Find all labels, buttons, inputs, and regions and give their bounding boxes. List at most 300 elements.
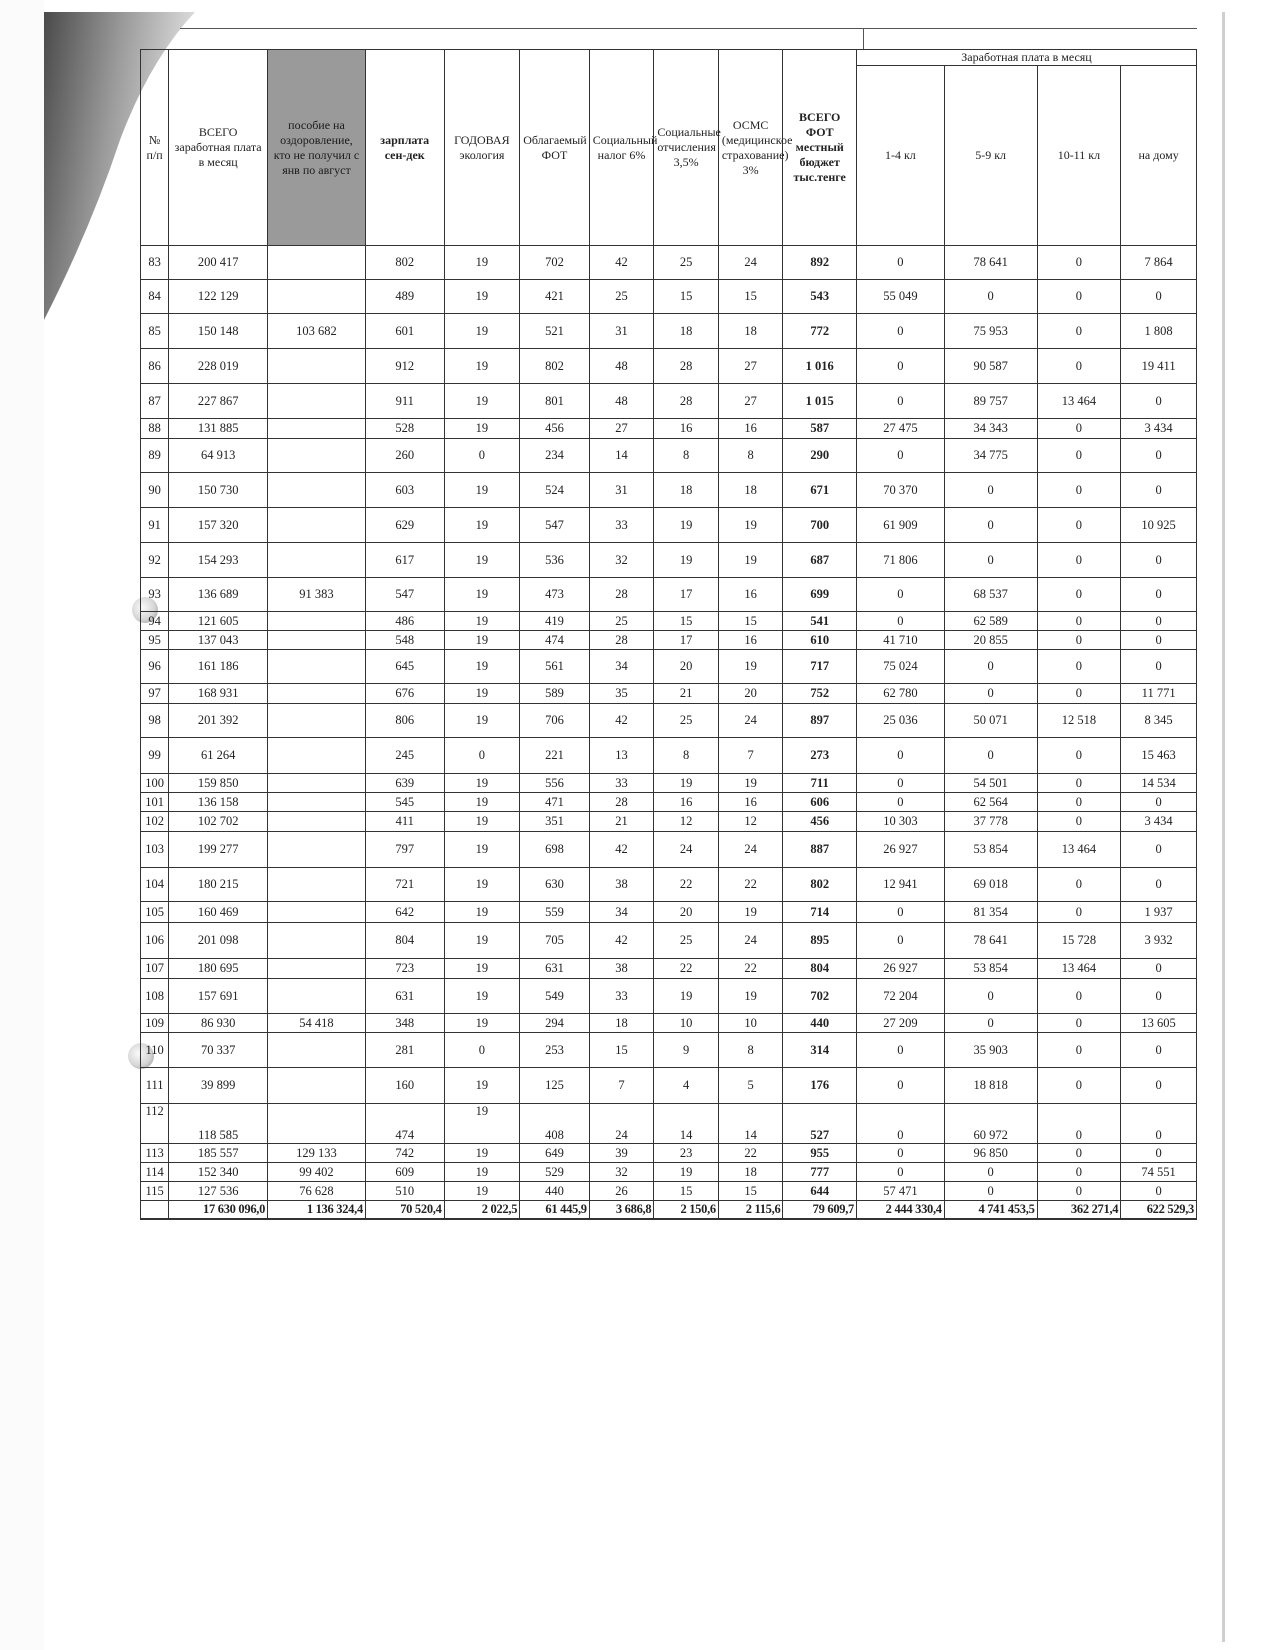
cell-grade-5-9: 0 bbox=[944, 280, 1037, 314]
cell-ecology: 19 bbox=[444, 1163, 520, 1182]
cell-taxable-fot: 556 bbox=[520, 774, 590, 793]
cell-ecology: 0 bbox=[444, 439, 520, 473]
cell-ecology: 19 bbox=[444, 314, 520, 349]
cell-allowance bbox=[268, 832, 366, 868]
cell-ecology: 19 bbox=[444, 959, 520, 979]
cell-grade-1-4: 0 bbox=[857, 349, 945, 384]
cell-row-number: 83 bbox=[141, 246, 169, 280]
header-salary-sep-dec: зарплата сен-дек bbox=[365, 50, 444, 246]
cell-grade-1-4: 0 bbox=[857, 1068, 945, 1104]
table-row bbox=[141, 979, 1197, 1014]
cell-taxable-fot: 474 bbox=[520, 631, 590, 650]
cell-taxable-fot: 294 bbox=[520, 1014, 590, 1033]
cell-grade-1-4: 0 bbox=[857, 314, 945, 349]
cell-social-tax: 27 bbox=[589, 419, 654, 439]
cell-grade-1-4: 0 bbox=[857, 1033, 945, 1068]
cell-osms: 16 bbox=[718, 793, 783, 812]
cell-row-number: 106 bbox=[141, 923, 169, 959]
header-osms: ОСМС (медицинское страхование) 3% bbox=[718, 50, 783, 246]
header-grade-5-9: 5-9 кл bbox=[944, 66, 1037, 246]
cell-grade-1-4: 26 927 bbox=[857, 832, 945, 868]
cell-grade-1-4: 71 806 bbox=[857, 543, 945, 578]
cell-social-contrib: 16 bbox=[654, 419, 719, 439]
cell-grade-5-9: 34 775 bbox=[944, 439, 1037, 473]
header-num: № п/п bbox=[141, 50, 169, 246]
cell-taxable-fot: 631 bbox=[520, 959, 590, 979]
cell-row-number: 86 bbox=[141, 349, 169, 384]
cell-grade-1-4: 0 bbox=[857, 1144, 945, 1163]
cell-taxable-fot: 536 bbox=[520, 543, 590, 578]
cell-social-tax: 33 bbox=[589, 508, 654, 543]
cell-total-salary: 127 536 bbox=[169, 1182, 268, 1201]
cell-social-contrib: 25 bbox=[654, 704, 719, 738]
cell-taxable-fot: 421 bbox=[520, 280, 590, 314]
cell-grade-1-4: 12 941 bbox=[857, 868, 945, 902]
cell-ecology: 19 bbox=[444, 543, 520, 578]
cell-ecology: 19 bbox=[444, 1182, 520, 1201]
cell-row-number: 93 bbox=[141, 578, 169, 612]
cell-salary-sep-dec: 510 bbox=[365, 1182, 444, 1201]
cell-osms: 27 bbox=[718, 349, 783, 384]
cell-social-contrib: 19 bbox=[654, 774, 719, 793]
cell-row-number: 112 bbox=[141, 1104, 169, 1144]
cell-osms: 15 bbox=[718, 1182, 783, 1201]
cell-ecology: 19 bbox=[444, 631, 520, 650]
cell-grade-1-4: 57 471 bbox=[857, 1182, 945, 1201]
cell-grade-5-9: 18 818 bbox=[944, 1068, 1037, 1104]
cell-ecology: 19 bbox=[444, 473, 520, 508]
cell-grade-10-11: 0 bbox=[1037, 280, 1121, 314]
cell-salary-sep-dec: 676 bbox=[365, 684, 444, 704]
cell-ecology: 19 bbox=[444, 923, 520, 959]
salary-table bbox=[140, 49, 1197, 1220]
cell-osms: 19 bbox=[718, 508, 783, 543]
cell-salary-sep-dec: 245 bbox=[365, 738, 444, 774]
cell-row-number: 99 bbox=[141, 738, 169, 774]
cell-allowance: 103 682 bbox=[268, 314, 366, 349]
cell-total-fot: 804 bbox=[783, 959, 857, 979]
cell-home: 3 434 bbox=[1121, 419, 1197, 439]
cell-grade-5-9: 0 bbox=[944, 684, 1037, 704]
cell-social-tax: 7 bbox=[589, 1068, 654, 1104]
total-ecology: 2 022,5 bbox=[444, 1201, 520, 1219]
table-row bbox=[141, 246, 1197, 280]
cell-row-number: 110 bbox=[141, 1033, 169, 1068]
table-row bbox=[141, 774, 1197, 793]
cell-social-tax: 14 bbox=[589, 439, 654, 473]
table-row bbox=[141, 384, 1197, 419]
cell-home: 0 bbox=[1121, 1144, 1197, 1163]
cell-ecology: 0 bbox=[444, 738, 520, 774]
cell-home: 7 864 bbox=[1121, 246, 1197, 280]
total-total-fot: 79 609,7 bbox=[783, 1201, 857, 1219]
cell-grade-10-11: 0 bbox=[1037, 473, 1121, 508]
table-row bbox=[141, 902, 1197, 923]
table-row bbox=[141, 923, 1197, 959]
cell-allowance bbox=[268, 923, 366, 959]
table-row bbox=[141, 473, 1197, 508]
cell-grade-10-11: 0 bbox=[1037, 508, 1121, 543]
cell-social-tax: 28 bbox=[589, 793, 654, 812]
total-social-tax: 3 686,8 bbox=[589, 1201, 654, 1219]
table-row bbox=[141, 684, 1197, 704]
cell-grade-10-11: 0 bbox=[1037, 738, 1121, 774]
cell-grade-5-9: 0 bbox=[944, 738, 1037, 774]
total-salary-sep-dec: 70 520,4 bbox=[365, 1201, 444, 1219]
cell-osms: 19 bbox=[718, 543, 783, 578]
cell-home: 0 bbox=[1121, 578, 1197, 612]
cell-allowance bbox=[268, 419, 366, 439]
cell-total-salary: 161 186 bbox=[169, 650, 268, 684]
cell-social-tax: 42 bbox=[589, 832, 654, 868]
header-allowance: пособие на оздоровление, кто не получил с янв по август bbox=[268, 50, 366, 246]
cell-total-fot: 541 bbox=[783, 612, 857, 631]
cell-total-salary: 122 129 bbox=[169, 280, 268, 314]
cell-ecology: 19 bbox=[444, 384, 520, 419]
cell-social-contrib: 19 bbox=[654, 979, 719, 1014]
cell-grade-10-11: 0 bbox=[1037, 979, 1121, 1014]
cell-home: 0 bbox=[1121, 1104, 1197, 1144]
header-grade-1-4: 1-4 кл bbox=[857, 66, 945, 246]
cell-social-tax: 38 bbox=[589, 959, 654, 979]
cell-salary-sep-dec: 528 bbox=[365, 419, 444, 439]
table-row bbox=[141, 508, 1197, 543]
cell-grade-10-11: 15 728 bbox=[1037, 923, 1121, 959]
cell-home: 0 bbox=[1121, 1033, 1197, 1068]
cell-ecology: 19 bbox=[444, 868, 520, 902]
cell-allowance bbox=[268, 384, 366, 419]
cell-social-tax: 18 bbox=[589, 1014, 654, 1033]
cell-taxable-fot: 706 bbox=[520, 704, 590, 738]
cell-allowance bbox=[268, 1104, 366, 1144]
cell-taxable-fot: 589 bbox=[520, 684, 590, 704]
cell-total-salary: 168 931 bbox=[169, 684, 268, 704]
cell-grade-5-9: 89 757 bbox=[944, 384, 1037, 419]
cell-total-salary: 137 043 bbox=[169, 631, 268, 650]
cell-social-tax: 42 bbox=[589, 246, 654, 280]
cell-salary-sep-dec: 742 bbox=[365, 1144, 444, 1163]
cell-row-number: 113 bbox=[141, 1144, 169, 1163]
cell-grade-10-11: 0 bbox=[1037, 578, 1121, 612]
cell-total-fot: 895 bbox=[783, 923, 857, 959]
cell-total-salary: 64 913 bbox=[169, 439, 268, 473]
cell-taxable-fot: 549 bbox=[520, 979, 590, 1014]
cell-social-tax: 34 bbox=[589, 902, 654, 923]
cell-home: 8 345 bbox=[1121, 704, 1197, 738]
cell-osms: 16 bbox=[718, 578, 783, 612]
cell-grade-10-11: 0 bbox=[1037, 543, 1121, 578]
total-grade-5-9: 4 741 453,5 bbox=[944, 1201, 1037, 1219]
cell-ecology: 19 bbox=[444, 1104, 520, 1144]
cell-ecology: 19 bbox=[444, 1068, 520, 1104]
cell-grade-1-4: 0 bbox=[857, 1163, 945, 1182]
cell-social-contrib: 18 bbox=[654, 314, 719, 349]
cell-home: 0 bbox=[1121, 868, 1197, 902]
header-social-tax: Социальный налог 6% bbox=[589, 50, 654, 246]
cell-taxable-fot: 529 bbox=[520, 1163, 590, 1182]
cell-taxable-fot: 801 bbox=[520, 384, 590, 419]
cell-home: 3 434 bbox=[1121, 812, 1197, 832]
cell-home: 74 551 bbox=[1121, 1163, 1197, 1182]
cell-taxable-fot: 440 bbox=[520, 1182, 590, 1201]
cell-total-fot: 176 bbox=[783, 1068, 857, 1104]
cell-total-fot: 717 bbox=[783, 650, 857, 684]
cell-osms: 22 bbox=[718, 1144, 783, 1163]
cell-grade-10-11: 0 bbox=[1037, 1068, 1121, 1104]
cell-osms: 18 bbox=[718, 314, 783, 349]
cell-ecology: 19 bbox=[444, 650, 520, 684]
cell-social-contrib: 15 bbox=[654, 280, 719, 314]
cell-grade-10-11: 0 bbox=[1037, 1144, 1121, 1163]
cell-allowance bbox=[268, 246, 366, 280]
cell-allowance bbox=[268, 812, 366, 832]
cell-total-salary: 185 557 bbox=[169, 1144, 268, 1163]
cell-ecology: 19 bbox=[444, 774, 520, 793]
table-row bbox=[141, 419, 1197, 439]
cell-allowance bbox=[268, 612, 366, 631]
cell-grade-5-9: 90 587 bbox=[944, 349, 1037, 384]
cell-osms: 10 bbox=[718, 1014, 783, 1033]
cell-total-fot: 699 bbox=[783, 578, 857, 612]
cell-row-number: 84 bbox=[141, 280, 169, 314]
cell-total-fot: 702 bbox=[783, 979, 857, 1014]
cell-grade-10-11: 0 bbox=[1037, 439, 1121, 473]
cell-osms: 19 bbox=[718, 774, 783, 793]
cell-row-number: 96 bbox=[141, 650, 169, 684]
cell-allowance bbox=[268, 349, 366, 384]
cell-home: 19 411 bbox=[1121, 349, 1197, 384]
cell-social-contrib: 4 bbox=[654, 1068, 719, 1104]
cell-allowance bbox=[268, 543, 366, 578]
cell-allowance bbox=[268, 774, 366, 793]
cell-salary-sep-dec: 411 bbox=[365, 812, 444, 832]
cell-grade-10-11: 0 bbox=[1037, 868, 1121, 902]
cell-social-contrib: 19 bbox=[654, 543, 719, 578]
cell-grade-1-4: 62 780 bbox=[857, 684, 945, 704]
cell-social-contrib: 22 bbox=[654, 868, 719, 902]
cell-allowance bbox=[268, 631, 366, 650]
cell-total-fot: 897 bbox=[783, 704, 857, 738]
cell-allowance: 99 402 bbox=[268, 1163, 366, 1182]
table-row bbox=[141, 704, 1197, 738]
cell-taxable-fot: 705 bbox=[520, 923, 590, 959]
cell-osms: 12 bbox=[718, 812, 783, 832]
cell-taxable-fot: 559 bbox=[520, 902, 590, 923]
table-row bbox=[141, 578, 1197, 612]
header-ecology: ГОДОВАЯ экология bbox=[444, 50, 520, 246]
cell-social-contrib: 10 bbox=[654, 1014, 719, 1033]
cell-total-fot: 606 bbox=[783, 793, 857, 812]
cell-grade-1-4: 27 475 bbox=[857, 419, 945, 439]
cell-social-contrib: 22 bbox=[654, 959, 719, 979]
cell-grade-5-9: 0 bbox=[944, 979, 1037, 1014]
cell-grade-1-4: 61 909 bbox=[857, 508, 945, 543]
cell-social-tax: 28 bbox=[589, 578, 654, 612]
cell-social-tax: 35 bbox=[589, 684, 654, 704]
cell-total-salary: 131 885 bbox=[169, 419, 268, 439]
cell-total-fot: 644 bbox=[783, 1182, 857, 1201]
total-total-salary: 17 630 096,0 bbox=[169, 1201, 268, 1219]
cell-grade-1-4: 41 710 bbox=[857, 631, 945, 650]
cell-grade-5-9: 0 bbox=[944, 1014, 1037, 1033]
cell-salary-sep-dec: 802 bbox=[365, 246, 444, 280]
cell-social-tax: 32 bbox=[589, 1163, 654, 1182]
cell-osms: 19 bbox=[718, 979, 783, 1014]
cell-grade-5-9: 35 903 bbox=[944, 1033, 1037, 1068]
cell-row-number: 98 bbox=[141, 704, 169, 738]
cell-osms: 16 bbox=[718, 419, 783, 439]
header-total-fot: ВСЕГО ФОТ местный бюджет тыс.тенге bbox=[783, 50, 857, 246]
table-row bbox=[141, 314, 1197, 349]
cell-home: 1 937 bbox=[1121, 902, 1197, 923]
cell-grade-1-4: 72 204 bbox=[857, 979, 945, 1014]
cell-total-fot: 752 bbox=[783, 684, 857, 704]
cell-social-tax: 48 bbox=[589, 349, 654, 384]
total-osms: 2 115,6 bbox=[718, 1201, 783, 1219]
cell-allowance bbox=[268, 280, 366, 314]
cell-taxable-fot: 521 bbox=[520, 314, 590, 349]
cell-total-fot: 314 bbox=[783, 1033, 857, 1068]
cell-allowance: 54 418 bbox=[268, 1014, 366, 1033]
cell-row-number: 89 bbox=[141, 439, 169, 473]
cell-grade-5-9: 0 bbox=[944, 650, 1037, 684]
cell-total-fot: 772 bbox=[783, 314, 857, 349]
cell-social-tax: 31 bbox=[589, 473, 654, 508]
cell-osms: 15 bbox=[718, 612, 783, 631]
cell-salary-sep-dec: 609 bbox=[365, 1163, 444, 1182]
cell-social-contrib: 18 bbox=[654, 473, 719, 508]
cell-grade-1-4: 0 bbox=[857, 439, 945, 473]
cell-social-tax: 33 bbox=[589, 979, 654, 1014]
cell-salary-sep-dec: 721 bbox=[365, 868, 444, 902]
cell-taxable-fot: 698 bbox=[520, 832, 590, 868]
cell-total-salary: 159 850 bbox=[169, 774, 268, 793]
cell-social-contrib: 14 bbox=[654, 1104, 719, 1144]
cell-salary-sep-dec: 545 bbox=[365, 793, 444, 812]
cell-social-contrib: 12 bbox=[654, 812, 719, 832]
cell-social-contrib: 19 bbox=[654, 1163, 719, 1182]
cell-taxable-fot: 561 bbox=[520, 650, 590, 684]
cell-total-salary: 39 899 bbox=[169, 1068, 268, 1104]
cell-osms: 5 bbox=[718, 1068, 783, 1104]
cell-salary-sep-dec: 260 bbox=[365, 439, 444, 473]
cell-grade-10-11: 0 bbox=[1037, 650, 1121, 684]
cell-total-fot: 711 bbox=[783, 774, 857, 793]
table-row bbox=[141, 439, 1197, 473]
cell-grade-5-9: 96 850 bbox=[944, 1144, 1037, 1163]
cell-salary-sep-dec: 547 bbox=[365, 578, 444, 612]
cell-home: 0 bbox=[1121, 543, 1197, 578]
cell-taxable-fot: 456 bbox=[520, 419, 590, 439]
table-row bbox=[141, 812, 1197, 832]
cell-grade-5-9: 0 bbox=[944, 473, 1037, 508]
table-row bbox=[141, 1144, 1197, 1163]
cell-allowance bbox=[268, 650, 366, 684]
cell-social-contrib: 23 bbox=[654, 1144, 719, 1163]
cell-social-contrib: 17 bbox=[654, 631, 719, 650]
cell-salary-sep-dec: 548 bbox=[365, 631, 444, 650]
cell-osms: 19 bbox=[718, 650, 783, 684]
cell-social-tax: 28 bbox=[589, 631, 654, 650]
cell-salary-sep-dec: 601 bbox=[365, 314, 444, 349]
cell-taxable-fot: 234 bbox=[520, 439, 590, 473]
cell-grade-1-4: 26 927 bbox=[857, 959, 945, 979]
cell-taxable-fot: 351 bbox=[520, 812, 590, 832]
total-grade-1-4: 2 444 330,4 bbox=[857, 1201, 945, 1219]
paper-right-edge bbox=[1222, 12, 1225, 1642]
cell-social-contrib: 8 bbox=[654, 738, 719, 774]
cell-social-tax: 15 bbox=[589, 1033, 654, 1068]
table-row bbox=[141, 959, 1197, 979]
total-row-number bbox=[141, 1201, 169, 1219]
cell-grade-10-11: 0 bbox=[1037, 902, 1121, 923]
cell-social-tax: 39 bbox=[589, 1144, 654, 1163]
cell-total-fot: 802 bbox=[783, 868, 857, 902]
table-row bbox=[141, 612, 1197, 631]
cell-grade-10-11: 0 bbox=[1037, 1033, 1121, 1068]
cell-ecology: 19 bbox=[444, 246, 520, 280]
cell-salary-sep-dec: 723 bbox=[365, 959, 444, 979]
cell-taxable-fot: 125 bbox=[520, 1068, 590, 1104]
cell-total-fot: 456 bbox=[783, 812, 857, 832]
cell-home: 0 bbox=[1121, 631, 1197, 650]
cell-row-number: 109 bbox=[141, 1014, 169, 1033]
cell-grade-10-11: 0 bbox=[1037, 246, 1121, 280]
cell-grade-5-9: 75 953 bbox=[944, 314, 1037, 349]
cell-allowance: 91 383 bbox=[268, 578, 366, 612]
cell-osms: 24 bbox=[718, 832, 783, 868]
cell-taxable-fot: 408 bbox=[520, 1104, 590, 1144]
totals-row bbox=[141, 1201, 1197, 1219]
cell-allowance bbox=[268, 1033, 366, 1068]
cell-osms: 7 bbox=[718, 738, 783, 774]
cell-salary-sep-dec: 804 bbox=[365, 923, 444, 959]
cell-taxable-fot: 221 bbox=[520, 738, 590, 774]
cell-row-number: 100 bbox=[141, 774, 169, 793]
cell-row-number: 91 bbox=[141, 508, 169, 543]
cell-social-contrib: 28 bbox=[654, 349, 719, 384]
table-body bbox=[141, 246, 1197, 1219]
cell-social-contrib: 9 bbox=[654, 1033, 719, 1068]
total-grade-10-11: 362 271,4 bbox=[1037, 1201, 1121, 1219]
cell-grade-10-11: 0 bbox=[1037, 349, 1121, 384]
cell-social-contrib: 17 bbox=[654, 578, 719, 612]
cell-allowance bbox=[268, 684, 366, 704]
cell-row-number: 107 bbox=[141, 959, 169, 979]
table-row bbox=[141, 650, 1197, 684]
cell-osms: 22 bbox=[718, 959, 783, 979]
total-social-contrib: 2 150,6 bbox=[654, 1201, 719, 1219]
cell-social-tax: 26 bbox=[589, 1182, 654, 1201]
cell-total-salary: 150 730 bbox=[169, 473, 268, 508]
cell-grade-1-4: 0 bbox=[857, 902, 945, 923]
cell-allowance bbox=[268, 439, 366, 473]
cell-salary-sep-dec: 603 bbox=[365, 473, 444, 508]
cell-grade-1-4: 0 bbox=[857, 923, 945, 959]
cell-social-contrib: 21 bbox=[654, 684, 719, 704]
cell-osms: 22 bbox=[718, 868, 783, 902]
cell-total-salary: 180 695 bbox=[169, 959, 268, 979]
cell-social-contrib: 25 bbox=[654, 923, 719, 959]
cell-allowance bbox=[268, 979, 366, 1014]
cell-grade-5-9: 53 854 bbox=[944, 832, 1037, 868]
cell-total-fot: 440 bbox=[783, 1014, 857, 1033]
cell-home: 3 932 bbox=[1121, 923, 1197, 959]
cell-ecology: 19 bbox=[444, 684, 520, 704]
cell-home: 11 771 bbox=[1121, 684, 1197, 704]
cell-row-number: 97 bbox=[141, 684, 169, 704]
cell-row-number: 108 bbox=[141, 979, 169, 1014]
